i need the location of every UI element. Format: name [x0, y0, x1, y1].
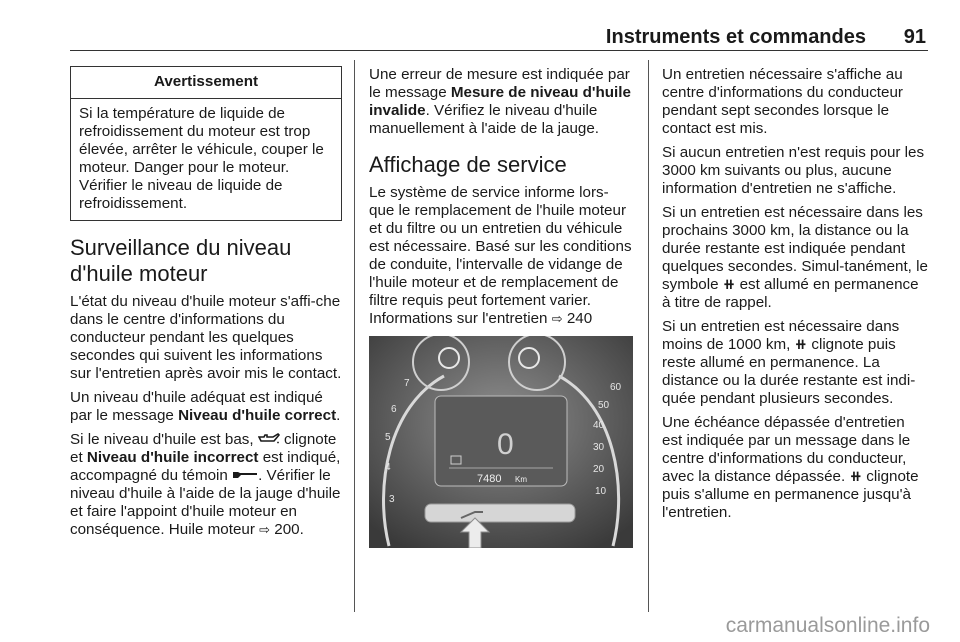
tach-label: 6	[391, 404, 397, 415]
speed-label: 40	[593, 420, 605, 431]
paragraph	[662, 318, 928, 408]
tach-label: 4	[385, 462, 391, 473]
message-text: Mesure de niveau d'huile invalide	[369, 84, 631, 119]
arrow-ref-icon: ⇨	[259, 522, 271, 537]
section-heading-service: Affichage de service	[369, 152, 567, 177]
tach-label: 3	[389, 494, 395, 505]
tach-label: 7	[404, 378, 410, 389]
odometer-value: 7480	[477, 473, 502, 485]
text: clignote puis reste allumé en permanence. La distance ou la durée restante est indi-quée pendant plusieurs secondes.	[662, 336, 916, 407]
instrument-cluster-photo	[369, 336, 633, 548]
paragraph	[369, 66, 633, 138]
speed-label: 60	[610, 382, 622, 393]
section-heading-oil-level: Surveillance du niveau d'huile moteur	[70, 235, 292, 286]
tach-label: 5	[385, 432, 391, 443]
text: Si le niveau d'huile est bas,	[70, 431, 258, 448]
text: Un niveau d'huile adéquat est indiqué par le message	[70, 389, 323, 424]
text: . Vérifier le niveau d'huile à l'aide de la jauge d'huile et faire l'appoint d'huile moteur en conséquence. Huile moteur	[70, 467, 341, 538]
column-divider	[354, 60, 355, 612]
paragraph: Un entretien nécessaire s'affiche au centre d'informations du conducteur pendant sept secondes lorsque le contact est mis.	[662, 66, 903, 137]
text: . Vérifiez le niveau d'huile manuellement à l'aide de la jauge.	[369, 102, 600, 137]
warning-box	[70, 66, 342, 221]
wrench-icon: ⧺	[794, 336, 808, 353]
text: est allumé en permanence à titre de rappel.	[662, 276, 919, 311]
speed-label: 30	[593, 442, 605, 453]
text: .	[299, 521, 304, 538]
page-reference: 240	[566, 310, 593, 327]
column-divider	[648, 60, 649, 612]
speed-label: 10	[595, 486, 607, 497]
paragraph: L'état du niveau d'huile moteur s'affi-che dans le centre d'informations du conducteur pendant les quelques secondes qui suivent les informations sur l'entretien après avoir mis le contact.	[70, 293, 342, 382]
watermark: carmanualsonline.info	[725, 614, 930, 637]
warning-text: Si la température de liquide de refroidissement du moteur est trop élevée, arrêter le véhicule, couper le moteur. Danger pour le moteur. Vérifier le niveau de liquide de refroidissement.	[79, 105, 324, 212]
wrench-icon: ⧺	[849, 468, 863, 485]
display-value: 0	[497, 428, 514, 461]
arrow-ref-icon: ⇨	[551, 311, 563, 326]
warning-title: Avertissement	[71, 67, 341, 99]
column-2	[369, 66, 633, 548]
text: Si un entretien est nécessaire dans moins de 1000 km,	[662, 318, 900, 353]
speed-label: 20	[593, 464, 605, 475]
paragraph: Si aucun entretien n'est requis pour les 3000 km suivants ou plus, aucune information d'entretien ne s'affiche.	[662, 144, 925, 197]
speed-label: 50	[598, 400, 610, 411]
text: est indiqué, accompagné du témoin	[70, 449, 341, 484]
paragraph	[369, 184, 633, 328]
wrench-icon: ⧺	[722, 276, 736, 293]
page-reference: 200	[274, 521, 300, 538]
page-header	[70, 26, 928, 51]
text: clignote puis s'allume en permanence jusqu'à l'entretien.	[662, 468, 919, 521]
text: Si un entretien est nécessaire dans les prochains 3000 km, la distance ou la durée restante est indiquée pendant quelques secondes. Simul-tanément, le symbole	[662, 204, 928, 293]
message-text: Niveau d'huile correct	[178, 407, 337, 424]
page-number: 91	[903, 26, 926, 48]
text: Une erreur de mesure est indiquée par le message	[369, 66, 630, 101]
column-3	[662, 66, 928, 528]
text: .	[336, 407, 341, 424]
text: clignote et	[70, 431, 337, 466]
paragraph	[662, 414, 928, 522]
paragraph	[70, 389, 342, 425]
paragraph	[662, 204, 928, 312]
oil-indicator-icon	[232, 467, 258, 485]
odometer-unit: Km	[515, 475, 527, 484]
text: Une échéance dépassée d'entretien est indiquée par un message dans le centre d'informations du conducteur, avec la distance dépassée.	[662, 414, 911, 485]
page-title: Instruments et commandes	[605, 26, 866, 48]
text: Le système de service informe lors-que le remplacement de l'huile moteur et du filtre ou un entretien du véhicule est nécessaire. Basé sur les conditions de conduite, l'intervalle de vidange de l'huile moteur et de remplacement de filtre requis peut fortement varier. Informations sur l'entretien	[369, 184, 632, 327]
message-text: Niveau d'huile incorrect	[86, 449, 259, 466]
oil-can-icon	[258, 431, 280, 449]
column-1	[70, 66, 342, 545]
paragraph	[70, 431, 342, 539]
